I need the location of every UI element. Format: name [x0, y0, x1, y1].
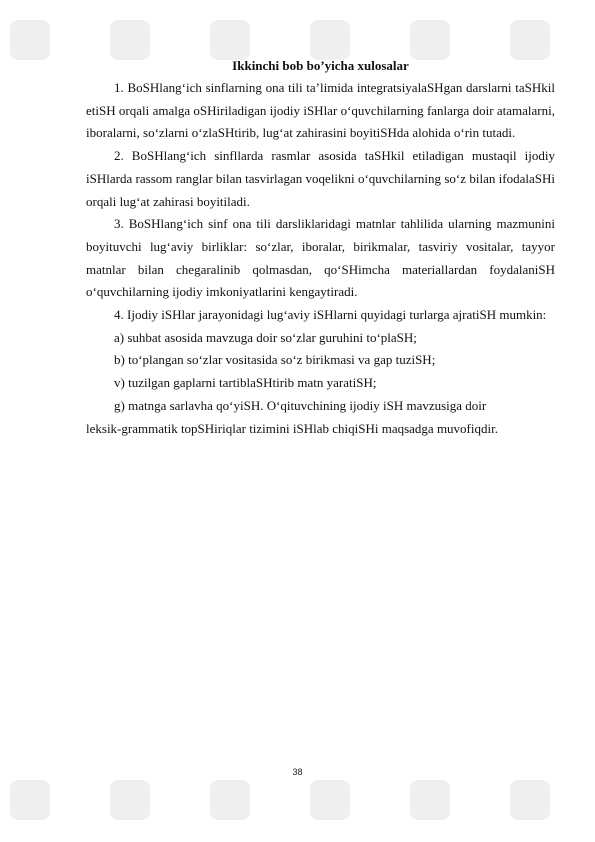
document-body [86, 77, 555, 440]
paragraph-1: 1. BoSHlang‘ich sinflarning ona tili ta’limida integratsiyalaSHgan darslarni taSHkil etiSH orqali amalga oSHiriladigan ijodiy iSHlar o‘quvchilarning fanlarga doir atamalarni, iboralarni, so‘zlarni o‘zlaSHtirib, lug‘at zahirasini boyitiSHda alohida o‘rin tutadi. [86, 80, 555, 141]
paragraph-2: 2. BoSHlang‘ich sinfllarda rasmlar asosida taSHkil etiladigan mustaqil ijodiy iSHlarda rassom ranglar bilan tasvirlagan voqelikni o‘quvchilarning so‘z bilan ifodalaSHi orqali lug‘at zahirasi boyitiladi. [86, 148, 555, 209]
paragraph-4: 4. Ijodiy iSHlar jarayonidagi lug‘aviy iSHlarni quyidagi turlarga ajratiSH mumkin: [114, 307, 547, 323]
list-item-v: v) tuzilgan gaplarni tartiblaSHtirib matn yaratiSH; [114, 375, 377, 391]
list-item-g-line-1: g) matnga sarlavha qo‘yiSH. O‘qituvchining ijodiy iSH mavzusiga doir [114, 397, 487, 413]
paragraph-3: 3. BoSHlang‘ich sinf ona tili darsliklaridagi matnlar tahlilida ularning mazmunini boyituvchi lug‘aviy birliklar: so‘zlar, iboralar, birikmalar, tasviriy vositalar, tayyor matnlar bilan chegaralinib qolmasdan, qo‘SHimcha materiallardan foydalaniSH o‘quvchilarning ijodiy imkoniyatlarini kengaytiradi. [86, 216, 555, 300]
list-item-a: a) suhbat asosida mavzuga doir so‘zlar guruhini to‘plaSH; [114, 329, 417, 345]
list-item-b: b) to‘plangan so‘zlar vositasida so‘z birikmasi va gap tuziSH; [114, 352, 436, 368]
page-number: 38 [292, 767, 303, 777]
list-item-g-line-2: leksik-grammatik topSHiriqlar tizimini iSHlab chiqiSHi maqsadga muvofiqdir. [86, 420, 498, 436]
section-title: Ikkinchi bob bo’yicha xulosalar [232, 58, 409, 73]
